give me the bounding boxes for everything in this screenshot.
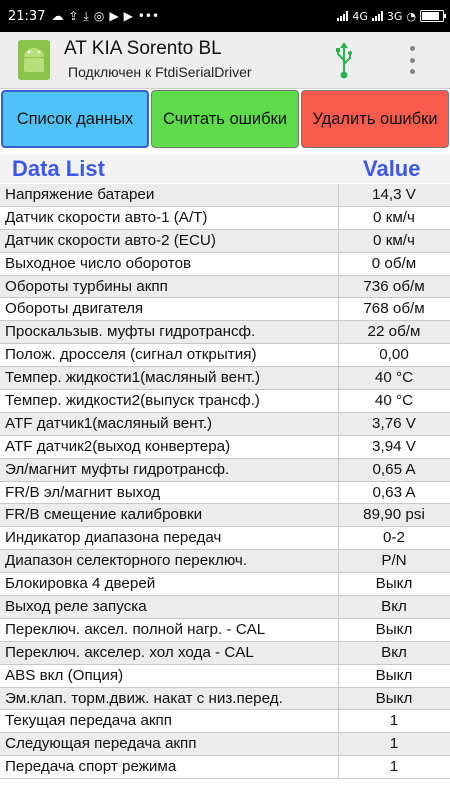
table-row[interactable] (0, 756, 450, 779)
parameter-value: 89,90 psi (338, 504, 449, 526)
app-title: AT KIA Sorento BL (64, 38, 222, 59)
whatsapp-icon: ◎ (93, 9, 105, 23)
table-row[interactable] (0, 436, 450, 459)
status-bar (0, 0, 450, 32)
table-row[interactable] (0, 207, 450, 230)
parameter-value: 0,65 A (338, 459, 449, 481)
data-list-button[interactable]: Список данных (1, 90, 149, 148)
table-row[interactable] (0, 253, 450, 276)
parameter-name: Датчик скорости авто-2 (ECU) (5, 231, 216, 249)
parameter-value: 0 км/ч (338, 230, 449, 252)
app-bar (0, 32, 450, 89)
table-row[interactable] (0, 482, 450, 505)
parameter-name: Обороты двигателя (5, 300, 144, 318)
network-4g-label: 4G (352, 9, 368, 23)
table-row[interactable] (0, 413, 450, 436)
status-right (337, 0, 444, 32)
parameter-value: P/N (338, 550, 449, 572)
table-row[interactable] (0, 184, 450, 207)
cloud-icon: ☁ (51, 9, 64, 23)
parameter-value: 1 (338, 733, 449, 755)
action-buttons (0, 89, 450, 151)
parameter-value: 768 об/м (338, 298, 449, 320)
parameter-value: 3,94 V (338, 436, 449, 458)
table-row[interactable] (0, 619, 450, 642)
parameter-name: Темпер. жидкости2(выпуск трансф.) (5, 392, 260, 410)
upload-icon: ⇪ (68, 9, 79, 23)
status-time: 21:37 (8, 8, 46, 24)
parameter-name: ATF датчик1(масляный вент.) (5, 414, 213, 432)
parameter-value: 0 км/ч (338, 207, 449, 229)
table-row[interactable] (0, 596, 450, 619)
parameter-name: Выход реле запуска (5, 598, 147, 616)
download-icon: ⤓ (83, 8, 89, 23)
table-row[interactable] (0, 298, 450, 321)
delete-errors-button[interactable]: Удалить ошибки (301, 90, 449, 148)
parameter-value: 40 °C (338, 367, 449, 389)
parameter-name: Полож. дросселя (сигнал открытия) (5, 346, 257, 364)
parameter-value: 0-2 (338, 527, 449, 549)
parameter-name: FR/B эл/магнит выход (5, 483, 161, 501)
parameter-value: 736 об/м (338, 276, 449, 298)
parameter-value: 0,00 (338, 344, 449, 366)
parameter-value: 0 об/м (338, 253, 449, 275)
more-notifications-icon: ••• (137, 9, 160, 23)
parameter-value: 1 (338, 710, 449, 732)
parameter-name: Напряжение батареи (5, 186, 155, 203)
parameter-name: Обороты турбины акпп (5, 277, 168, 295)
table-row[interactable] (0, 459, 450, 482)
data-table[interactable] (0, 184, 450, 779)
parameter-name: Индикатор диапазона передач (5, 529, 222, 547)
header-value: Value (363, 156, 421, 181)
table-row[interactable] (0, 688, 450, 711)
parameter-value: 1 (338, 756, 449, 778)
table-row[interactable] (0, 344, 450, 367)
youtube-icon-2: ▶ (123, 9, 133, 23)
parameter-name: Текущая передача акпп (5, 712, 172, 730)
parameter-name: Эм.клап. торм.движ. накат с низ.перед. (5, 689, 283, 707)
table-header (0, 154, 450, 183)
connection-status: Подключен к FtdiSerialDriver (68, 64, 252, 80)
parameter-name: Передача спорт режима (5, 758, 177, 776)
parameter-name: Датчик скорости авто-1 (A/T) (5, 208, 208, 226)
parameter-name: Темпер. жидкости1(масляный вент.) (5, 369, 261, 387)
parameter-name: FR/B смещение калибровки (5, 506, 203, 524)
parameter-value: Выкл (338, 573, 449, 595)
header-data-list: Data List (12, 156, 105, 181)
parameter-value: 0,63 A (338, 482, 449, 504)
overflow-menu-icon[interactable] (408, 46, 416, 74)
battery-fill (422, 12, 439, 20)
table-row[interactable] (0, 665, 450, 688)
parameter-name: Диапазон селекторного переключ. (5, 552, 248, 570)
parameter-name: Проскальзыв. муфты гидротрансф. (5, 323, 256, 341)
network-3g-label: 3G (386, 9, 403, 23)
table-row[interactable] (0, 642, 450, 665)
signal-icon-2 (372, 11, 383, 21)
table-row[interactable] (0, 390, 450, 413)
read-errors-button[interactable]: Считать ошибки (151, 90, 299, 148)
table-row[interactable] (0, 550, 450, 573)
notification-icons (51, 9, 159, 24)
parameter-value: Вкл (338, 596, 449, 618)
parameter-value: 3,76 V (338, 413, 449, 435)
parameter-value: Выкл (338, 665, 449, 687)
parameter-name: Выходное число оборотов (5, 254, 192, 272)
youtube-icon: ▶ (109, 9, 119, 23)
parameter-name: Переключ. аксел. полной нагр. - CAL (5, 620, 266, 638)
table-row[interactable] (0, 276, 450, 299)
parameter-name: ATF датчик2(выход конвертера) (5, 437, 231, 455)
parameter-value: 40 °C (338, 390, 449, 412)
table-row[interactable] (0, 573, 450, 596)
table-row[interactable] (0, 504, 450, 527)
table-row[interactable] (0, 733, 450, 756)
table-row[interactable] (0, 367, 450, 390)
parameter-value: Вкл (338, 642, 449, 664)
parameter-name: Эл/магнит муфты гидротрансф. (5, 460, 230, 478)
parameter-name: Следующая передача акпп (5, 735, 197, 753)
table-row[interactable] (0, 230, 450, 253)
parameter-name: Блокировка 4 дверей (5, 575, 156, 593)
parameter-value: 14,3 V (338, 184, 449, 206)
signal-icon-1 (337, 11, 348, 21)
parameter-value: Выкл (338, 619, 449, 641)
parameter-name: Переключ. акселер. хол хода - CAL (5, 643, 254, 661)
battery-icon (420, 10, 444, 22)
table-row[interactable] (0, 527, 450, 550)
usb-icon[interactable] (334, 40, 354, 80)
parameter-name: ABS вкл (Опция) (5, 666, 124, 684)
table-row[interactable] (0, 321, 450, 344)
wifi-icon: ◔ (406, 9, 416, 23)
parameter-value: Выкл (338, 688, 449, 710)
android-icon (16, 40, 52, 80)
table-row[interactable] (0, 710, 450, 733)
parameter-value: 22 об/м (338, 321, 449, 343)
